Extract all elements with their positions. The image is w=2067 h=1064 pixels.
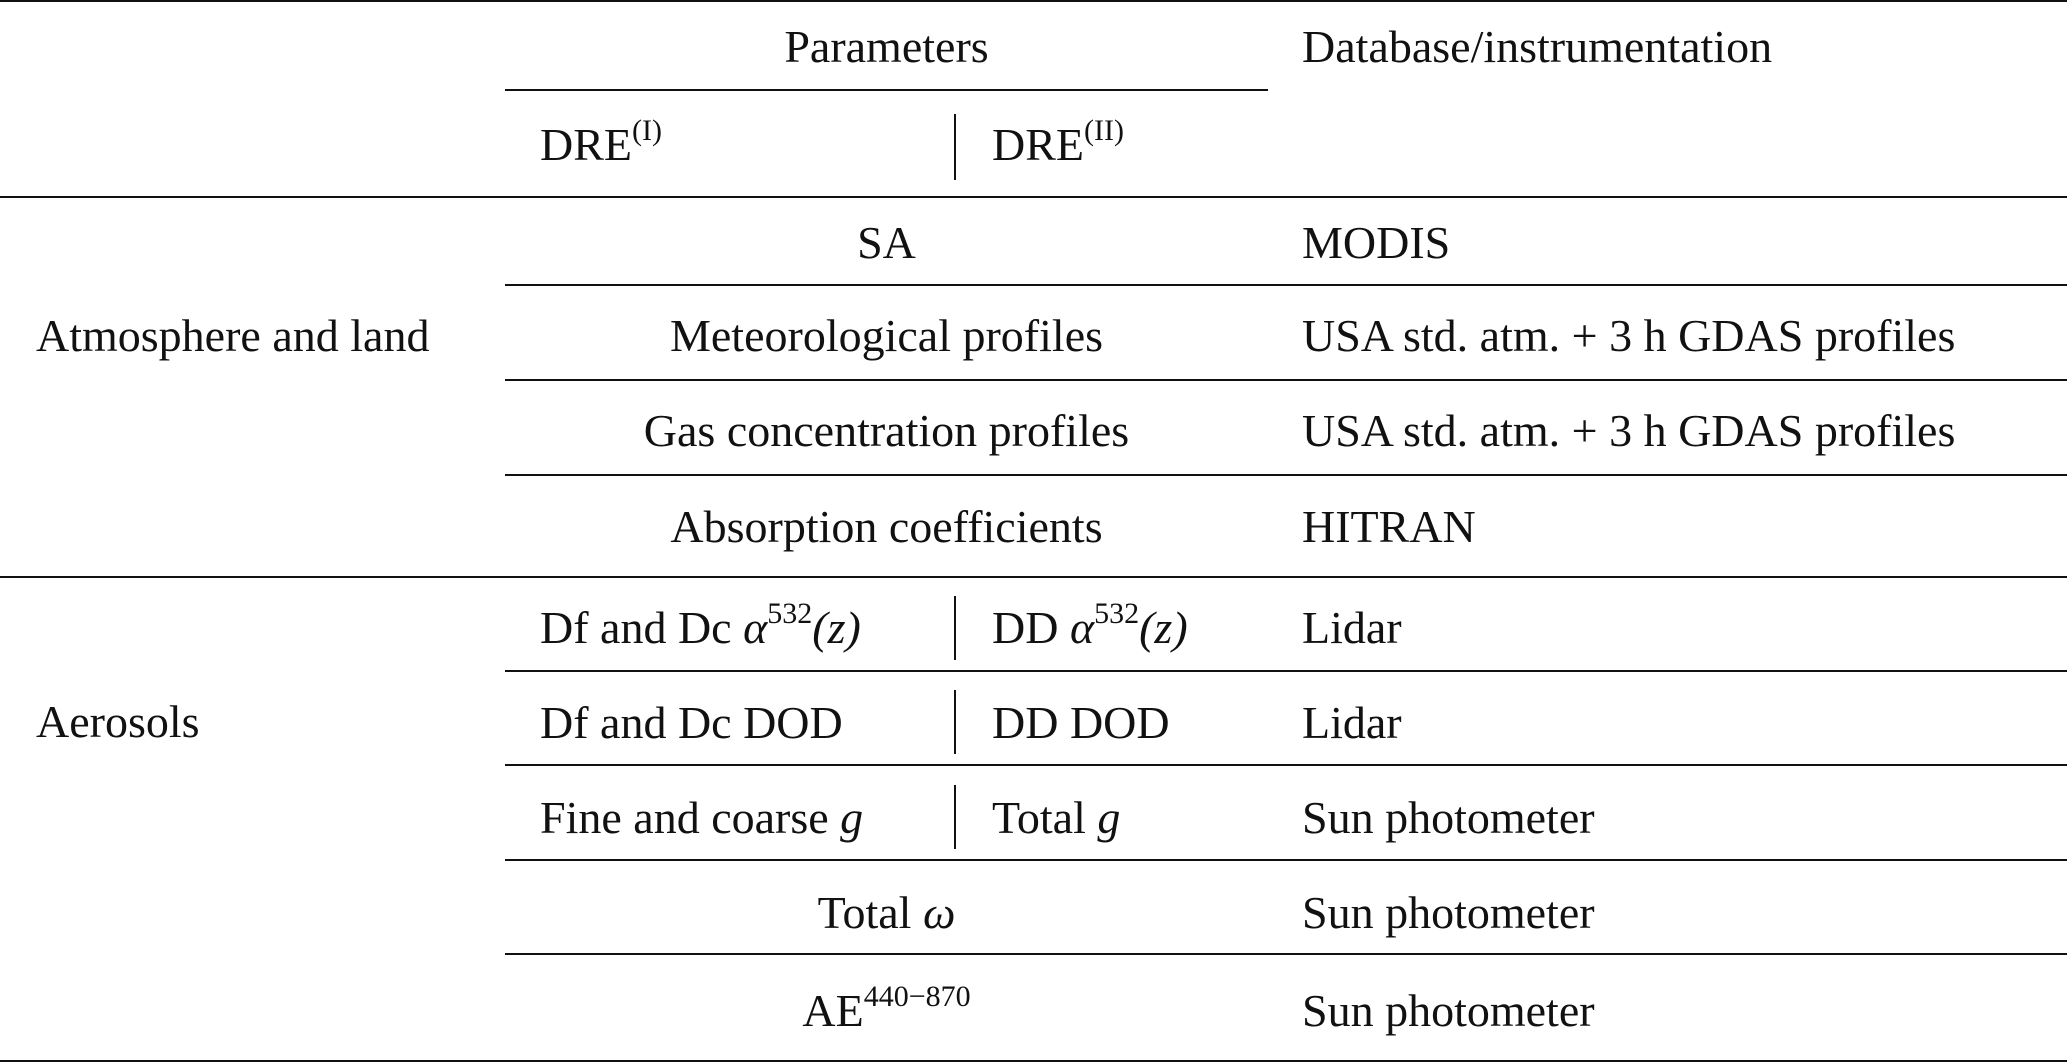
dre2-sup: (II) (1084, 114, 1124, 147)
alpha-dre2-arg: (z) (1139, 602, 1188, 653)
db-abs: HITRAN (1302, 501, 1476, 552)
alpha-dre2-symbol: α (1069, 602, 1095, 653)
param-abs: Absorption coefficients (670, 501, 1103, 552)
param-ae (505, 980, 1268, 1036)
dod-separator (954, 690, 956, 754)
row-rule (505, 474, 2067, 476)
group-rule (0, 576, 2067, 578)
row-rule (505, 670, 2067, 672)
top-rule (0, 0, 2067, 2)
group-atmosphere: Atmosphere and land (36, 310, 430, 361)
g-dre1-symbol: g (840, 792, 864, 843)
dre1-sup: (I) (632, 114, 662, 147)
g-separator (954, 785, 956, 849)
param-dod-dre2: DD DOD (992, 697, 1170, 748)
param-sa: SA (857, 217, 916, 268)
row-rule (505, 284, 2067, 286)
param-alpha-dre2 (992, 597, 1188, 653)
ae-base: AE (802, 985, 864, 1036)
group-aerosols: Aerosols (36, 696, 200, 747)
param-g-dre2 (992, 792, 1121, 843)
alpha-separator (954, 596, 956, 660)
param-dod-dre1: Df and Dc DOD (540, 697, 843, 748)
alpha-dre2-text: DD (992, 602, 1070, 653)
db-met: USA std. atm. + 3 h GDAS profiles (1302, 310, 1956, 361)
dre-separator (954, 114, 956, 180)
g-dre2-text: Total (992, 792, 1098, 843)
db-gas: USA std. atm. + 3 h GDAS profiles (1302, 405, 1956, 456)
alpha-dre1-arg: (z) (812, 602, 861, 653)
db-alpha: Lidar (1302, 602, 1402, 653)
dre2-base: DRE (992, 119, 1084, 170)
omega-text: Total (817, 887, 923, 938)
database-header: Database/instrumentation (1302, 21, 1773, 72)
param-g-dre1 (540, 792, 864, 843)
row-rule (505, 764, 2067, 766)
header-bottom-rule (0, 196, 2067, 198)
db-ae: Sun photometer (1302, 985, 1595, 1036)
db-omega: Sun photometer (1302, 887, 1595, 938)
dre2-header (992, 114, 1124, 170)
dre1-base: DRE (540, 119, 632, 170)
param-gas: Gas concentration profiles (643, 405, 1130, 456)
alpha-dre1-symbol: α (743, 602, 768, 653)
omega-symbol: ω (922, 887, 956, 938)
dre1-header (540, 114, 662, 170)
alpha-dre1-sup: 532 (767, 597, 813, 630)
bottom-rule (0, 1060, 2067, 1062)
param-met: Meteorological profiles (669, 310, 1104, 361)
alpha-dre2-sup: 532 (1094, 597, 1140, 630)
param-omega (505, 887, 1268, 938)
g-dre2-symbol: g (1097, 792, 1121, 843)
parameters-header: Parameters (784, 21, 989, 72)
alpha-dre1-text: Df and Dc (540, 602, 744, 653)
parameters-underline (505, 89, 1268, 91)
db-sa: MODIS (1302, 217, 1451, 268)
param-alpha-dre1 (540, 597, 861, 653)
row-rule (505, 953, 2067, 955)
row-rule (505, 379, 2067, 381)
ae-sup: 440−870 (863, 980, 971, 1013)
g-dre1-text: Fine and coarse (540, 792, 841, 843)
row-rule (505, 859, 2067, 861)
db-g: Sun photometer (1302, 792, 1595, 843)
db-dod: Lidar (1302, 697, 1402, 748)
